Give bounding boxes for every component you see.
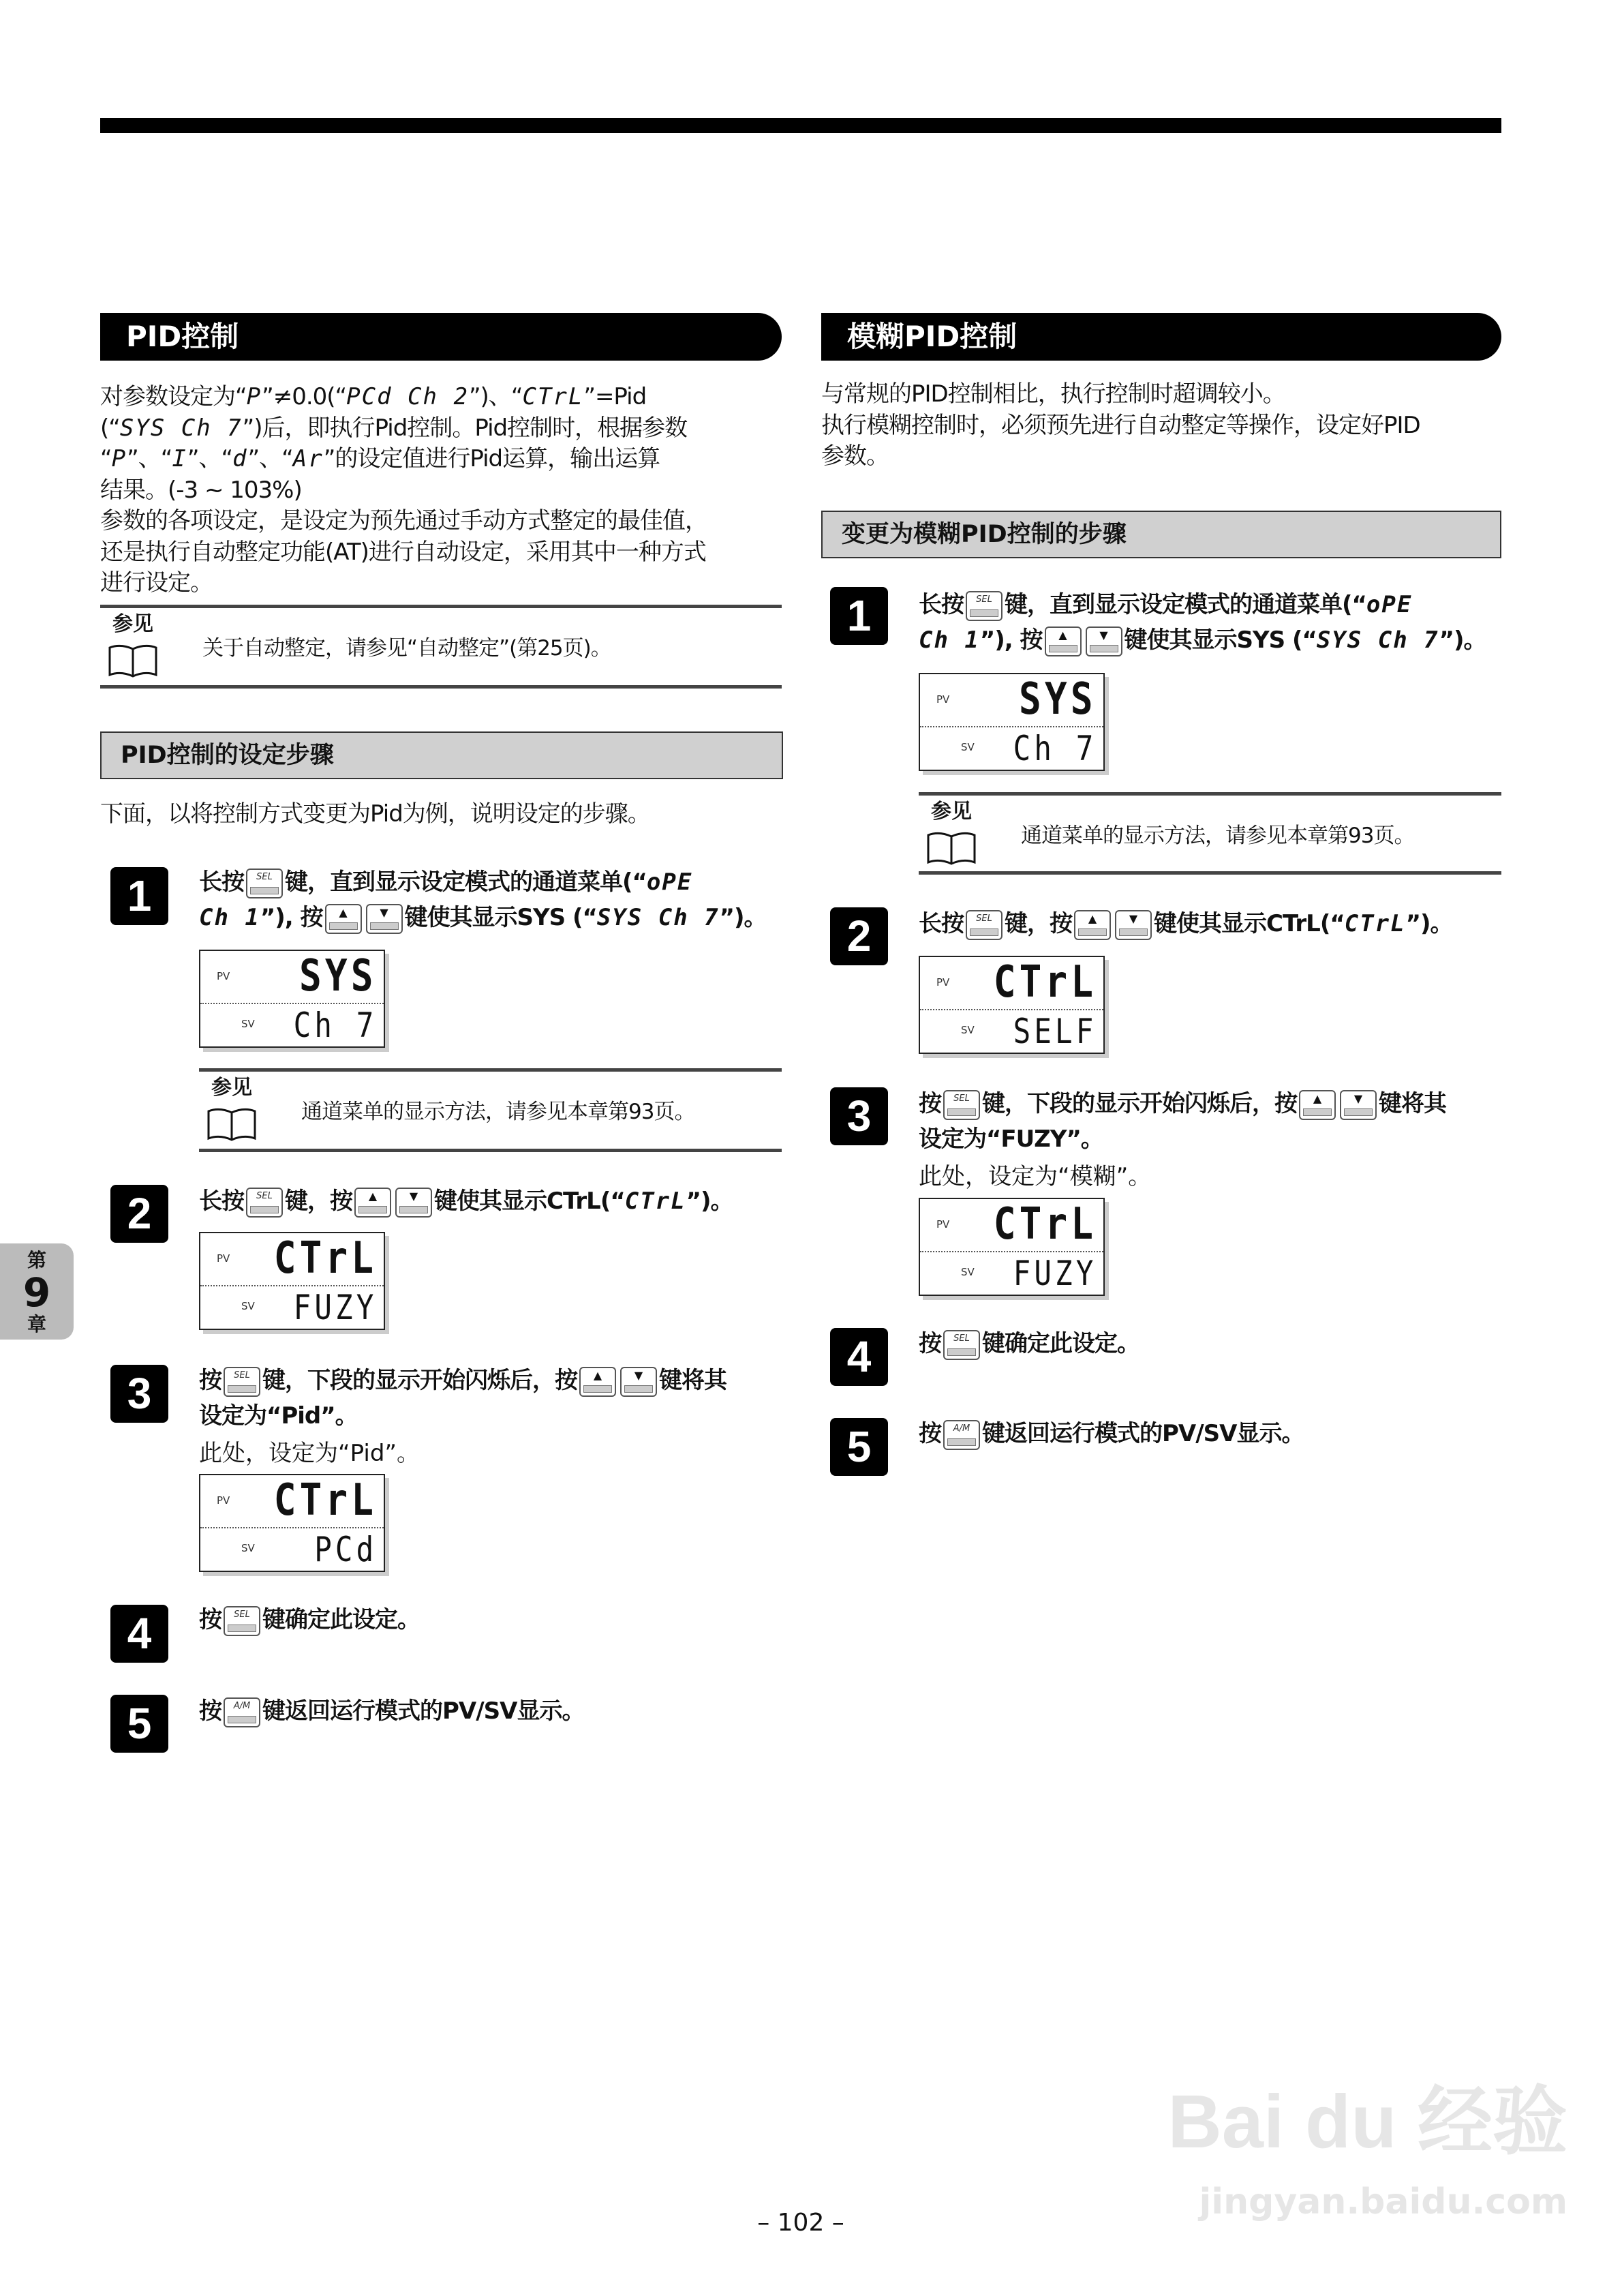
sv-label: SV xyxy=(241,1542,255,1554)
text-line xyxy=(100,568,782,599)
am-key-icon xyxy=(224,1697,260,1727)
key-arrow: ▲ xyxy=(593,1368,602,1382)
pv-label: PV xyxy=(217,1494,230,1507)
fuzzy-intro xyxy=(821,379,1503,472)
lcd-display xyxy=(919,956,1105,1054)
key-bar xyxy=(583,1385,612,1393)
text-line xyxy=(199,1363,785,1398)
text-run: ”)。 xyxy=(686,1188,733,1215)
text-run: (“ xyxy=(100,414,120,442)
pv-label: PV xyxy=(936,1218,950,1230)
step-number: 3 xyxy=(830,1087,888,1145)
text-run: 键返回运行模式的PV/SV显示。 xyxy=(262,1697,585,1725)
text-run: 结果。(-3 ~ 103%) xyxy=(100,476,302,504)
key-arrow: ▲ xyxy=(339,905,348,919)
text-run: 进行设定。 xyxy=(100,569,213,596)
book-icon xyxy=(207,1107,256,1143)
reference-note xyxy=(100,605,782,689)
reference-text: 通道菜单的显示方法，请参见本章第93页。 xyxy=(301,1100,695,1124)
key-bar xyxy=(1049,645,1077,652)
down-key-icon xyxy=(1086,626,1122,656)
sel-key-icon xyxy=(224,1606,260,1636)
subsection-title: PID控制的设定步骤 xyxy=(100,731,783,779)
display-divider xyxy=(920,726,1103,727)
key-arrow: ▲ xyxy=(1313,1091,1322,1105)
segment-code: oPE xyxy=(1366,591,1413,618)
step-number: 2 xyxy=(110,1185,168,1243)
reference-label: 参见 xyxy=(211,1076,252,1100)
down-key-icon xyxy=(366,904,403,934)
text-line xyxy=(100,413,782,444)
step-number: 1 xyxy=(110,867,168,925)
key-arrow: ▼ xyxy=(634,1368,643,1382)
text-run: “ xyxy=(100,445,112,472)
segment-code: SYS Ch 7 xyxy=(596,904,720,931)
text-run: ”、“ xyxy=(127,445,172,472)
sv-value: PCd xyxy=(313,1530,377,1569)
reference-text: 关于自动整定，请参见“自动整定”(第25页)。 xyxy=(202,636,611,661)
step-number: 5 xyxy=(110,1695,168,1753)
text-line xyxy=(919,906,1505,941)
sel-key-icon xyxy=(943,1330,980,1360)
text-run: 键使其显示CTrL(“ xyxy=(1154,910,1345,937)
step-number: 4 xyxy=(110,1605,168,1663)
pv-value: CTrL xyxy=(273,1233,377,1284)
section-title-pid: PID控制 xyxy=(100,313,782,361)
segment-code: P xyxy=(111,445,127,472)
text-line xyxy=(199,864,785,900)
key-label: SEL xyxy=(256,871,273,882)
text-run: 键，下段的显示开始闪烁后，按 xyxy=(262,1367,577,1394)
text-line xyxy=(919,1121,1505,1157)
text-run: 键确定此设定。 xyxy=(982,1330,1139,1357)
key-bar xyxy=(228,1625,256,1632)
step-4-text xyxy=(199,1602,785,1637)
chapter-tab xyxy=(0,1243,74,1340)
down-key-icon xyxy=(395,1188,432,1218)
key-bar xyxy=(228,1716,256,1723)
step-3-text xyxy=(919,1086,1505,1157)
text-run: ”)。 xyxy=(719,904,767,931)
text-run: 键使其显示SYS (“ xyxy=(1124,626,1317,654)
text-run: ”、“ xyxy=(187,445,233,472)
down-key-icon xyxy=(1115,910,1152,940)
text-run: 键将其 xyxy=(1379,1090,1446,1117)
reference-label: 参见 xyxy=(112,612,153,636)
step-3-text xyxy=(199,1363,785,1434)
text-run: ”)。 xyxy=(1439,626,1486,654)
text-line xyxy=(199,1183,785,1219)
watermark-url: jingyan.baidu.com xyxy=(1199,2181,1567,2222)
sel-key-icon xyxy=(246,868,283,898)
text-line xyxy=(919,587,1505,622)
key-bar xyxy=(947,1438,976,1446)
reference-text: 通道菜单的显示方法，请参见本章第93页。 xyxy=(1021,824,1415,848)
sv-value: FUZY xyxy=(293,1288,377,1327)
up-key-icon xyxy=(1074,910,1111,940)
key-label: SEL xyxy=(953,1093,970,1104)
segment-code: Ar xyxy=(292,445,324,472)
text-line xyxy=(919,622,1505,658)
lcd-display xyxy=(199,1474,385,1572)
text-line xyxy=(919,1086,1505,1121)
key-arrow: ▼ xyxy=(380,905,388,919)
sv-label: SV xyxy=(961,1266,975,1278)
text-run: 键，直到显示设定模式的通道菜单(“ xyxy=(1005,591,1366,618)
text-line xyxy=(100,537,782,569)
text-line xyxy=(199,1602,785,1637)
sv-value: FUZY xyxy=(1013,1254,1097,1293)
sel-key-icon xyxy=(966,591,1003,621)
chapter-tab-top: 第 xyxy=(27,1249,46,1271)
text-run: 长按 xyxy=(199,1188,244,1215)
step-3-note: 此处，设定为“Pid”。 xyxy=(199,1440,420,1467)
text-run: ”), 按 xyxy=(260,904,323,931)
pv-value: SYS xyxy=(299,951,377,1001)
segment-code: CTrL xyxy=(522,383,584,410)
key-bar xyxy=(1090,645,1118,652)
book-icon xyxy=(927,831,976,866)
key-bar xyxy=(1119,928,1148,936)
display-divider xyxy=(200,1285,384,1286)
segment-code: CTrL xyxy=(1344,910,1406,937)
segment-code: oPE xyxy=(646,868,693,896)
display-divider xyxy=(920,1251,1103,1252)
text-run: 按 xyxy=(919,1090,941,1117)
sel-key-icon xyxy=(224,1367,260,1397)
lcd-display xyxy=(199,950,385,1048)
key-arrow: ▼ xyxy=(1129,911,1138,925)
text-line xyxy=(100,382,782,413)
pv-label: PV xyxy=(936,976,950,988)
sel-key-icon xyxy=(943,1090,980,1120)
subsection-title: 变更为模糊PID控制的步骤 xyxy=(821,511,1501,558)
key-bar xyxy=(1078,928,1107,936)
key-bar xyxy=(947,1108,976,1116)
segment-code: SYS Ch 7 xyxy=(1316,626,1439,654)
pv-label: PV xyxy=(217,970,230,982)
text-line xyxy=(919,1326,1505,1361)
page-number: – 102 – xyxy=(757,2209,844,2237)
text-run: 键将其 xyxy=(659,1367,726,1394)
chapter-number: 9 xyxy=(22,1269,51,1316)
segment-code: SYS Ch 7 xyxy=(119,414,243,442)
key-label: SEL xyxy=(976,913,992,924)
text-run: 对参数设定为“ xyxy=(100,383,247,410)
sv-label: SV xyxy=(961,1024,975,1036)
pv-value: CTrL xyxy=(273,1475,377,1526)
key-arrow: ▲ xyxy=(1058,628,1067,641)
segment-code: CTrL xyxy=(624,1188,686,1215)
reference-note xyxy=(199,1068,782,1152)
key-bar xyxy=(250,887,279,894)
text-line xyxy=(199,1693,785,1729)
step-number: 3 xyxy=(110,1365,168,1423)
text-run: 键确定此设定。 xyxy=(262,1606,420,1633)
key-bar xyxy=(370,922,399,930)
key-bar xyxy=(250,1206,279,1213)
up-key-icon xyxy=(325,904,362,934)
text-run: 设定为“Pid”。 xyxy=(199,1402,358,1430)
text-run: 按 xyxy=(199,1606,221,1633)
text-run: 键，下段的显示开始闪烁后，按 xyxy=(982,1090,1297,1117)
text-run: 长按 xyxy=(919,591,964,618)
sv-value: Ch 7 xyxy=(293,1006,377,1045)
text-run: 键使其显示SYS (“ xyxy=(404,904,597,931)
reference-note xyxy=(919,792,1501,875)
text-run: ”)、“ xyxy=(468,383,523,410)
segment-code: Ch 1 xyxy=(919,626,980,654)
key-label: A/M xyxy=(953,1423,970,1434)
text-run: 键，按 xyxy=(285,1188,352,1215)
sv-value: Ch 7 xyxy=(1013,729,1097,768)
chapter-tab-bottom: 章 xyxy=(27,1313,46,1335)
text-run: 键使其显示CTrL(“ xyxy=(434,1188,625,1215)
sv-label: SV xyxy=(241,1018,255,1030)
key-arrow: ▲ xyxy=(368,1189,378,1203)
sel-key-icon xyxy=(246,1188,283,1218)
pv-value: SYS xyxy=(1019,674,1097,725)
segment-code: I xyxy=(172,445,187,472)
text-run: 按 xyxy=(199,1697,221,1725)
segment-code: P xyxy=(246,383,262,410)
key-label: SEL xyxy=(256,1190,273,1201)
sv-value: SELF xyxy=(1013,1012,1097,1051)
key-label: SEL xyxy=(234,1370,250,1380)
pv-label: PV xyxy=(936,693,950,706)
text-run: ”), 按 xyxy=(979,626,1043,654)
key-bar xyxy=(624,1385,653,1393)
text-run: ”≠0.0(“ xyxy=(262,383,347,410)
steps-lead: 下面，以将控制方式变更为Pid为例，说明设定的步骤。 xyxy=(100,800,650,828)
step-4-text xyxy=(919,1326,1505,1361)
text-run: 键，按 xyxy=(1005,910,1072,937)
top-rule xyxy=(100,118,1501,133)
key-arrow: ▼ xyxy=(1099,628,1108,641)
segment-code: Ch 1 xyxy=(199,904,260,931)
text-line xyxy=(199,1398,785,1434)
key-arrow: ▲ xyxy=(1088,911,1097,925)
display-divider xyxy=(200,1003,384,1004)
lcd-display xyxy=(919,1198,1105,1296)
text-run: 按 xyxy=(199,1367,221,1394)
up-key-icon xyxy=(354,1188,391,1218)
section-title-fuzzy: 模糊PID控制 xyxy=(821,313,1501,361)
up-key-icon xyxy=(1299,1090,1336,1120)
lcd-display xyxy=(919,673,1105,771)
text-run: ”=Pid xyxy=(583,383,647,410)
step-1-text xyxy=(919,587,1505,658)
key-bar xyxy=(228,1385,256,1393)
segment-code: PCd Ch 2 xyxy=(346,383,469,410)
step-number: 5 xyxy=(830,1418,888,1476)
watermark-logo: Bai du 经验 xyxy=(1167,2080,1567,2164)
book-icon xyxy=(108,644,157,679)
down-key-icon xyxy=(620,1367,657,1397)
sv-label: SV xyxy=(961,741,975,753)
pv-label: PV xyxy=(217,1252,230,1265)
text-run: 键，直到显示设定模式的通道菜单(“ xyxy=(285,868,647,896)
text-run: ”、“ xyxy=(247,445,293,472)
step-1-text xyxy=(199,864,785,935)
intro-line: 参数。 xyxy=(821,442,889,470)
pid-intro xyxy=(100,382,782,599)
am-key-icon xyxy=(943,1420,980,1450)
key-arrow: ▼ xyxy=(409,1189,418,1203)
key-bar xyxy=(970,928,998,936)
display-divider xyxy=(200,1527,384,1528)
text-run: 还是执行自动整定功能(AT)进行自动设定，采用其中一种方式 xyxy=(100,538,706,566)
step-5-text xyxy=(919,1416,1505,1451)
sv-label: SV xyxy=(241,1300,255,1312)
step-number: 1 xyxy=(830,587,888,645)
intro-line: 与常规的PID控制相比，执行控制时超调较小。 xyxy=(821,380,1285,408)
text-run: 键返回运行模式的PV/SV显示。 xyxy=(982,1420,1304,1447)
key-arrow: ▼ xyxy=(1353,1091,1363,1105)
text-run: ”)。 xyxy=(1405,910,1453,937)
key-bar xyxy=(399,1206,428,1213)
up-key-icon xyxy=(579,1367,616,1397)
step-number: 2 xyxy=(830,907,888,965)
pv-value: CTrL xyxy=(993,1199,1097,1250)
text-run: 按 xyxy=(919,1330,941,1357)
key-label: A/M xyxy=(233,1700,251,1711)
step-3-note: 此处，设定为“模糊”。 xyxy=(919,1163,1152,1190)
text-line xyxy=(919,1416,1505,1451)
text-line xyxy=(199,900,785,935)
step-number: 4 xyxy=(830,1328,888,1386)
down-key-icon xyxy=(1340,1090,1377,1120)
up-key-icon xyxy=(1045,626,1082,656)
text-line xyxy=(100,506,782,537)
display-divider xyxy=(920,1009,1103,1010)
pv-value: CTrL xyxy=(993,957,1097,1008)
step-2-text xyxy=(919,906,1505,941)
intro-line: 执行模糊控制时，必须预先进行自动整定等操作，设定好PID xyxy=(821,411,1420,439)
text-run: 设定为“FUZY”。 xyxy=(919,1126,1103,1153)
key-label: SEL xyxy=(976,594,992,605)
key-bar xyxy=(947,1348,976,1356)
reference-label: 参见 xyxy=(931,800,972,824)
key-bar xyxy=(358,1206,387,1213)
text-line xyxy=(100,444,782,475)
text-run: 长按 xyxy=(919,910,964,937)
step-2-text xyxy=(199,1183,785,1219)
text-run: 按 xyxy=(919,1420,941,1447)
key-bar xyxy=(970,609,998,617)
segment-code: d xyxy=(232,445,248,472)
text-run: 参数的各项设定，是设定为预先通过手动方式整定的最佳值， xyxy=(100,507,707,534)
key-bar xyxy=(329,922,358,930)
key-label: SEL xyxy=(234,1609,250,1620)
step-5-text xyxy=(199,1693,785,1729)
text-run: 长按 xyxy=(199,868,244,896)
text-line xyxy=(100,475,782,507)
sel-key-icon xyxy=(966,910,1003,940)
text-run: ”的设定值进行Pid运算，输出运算 xyxy=(323,445,660,472)
text-run: ”)后，即执行Pid控制。Pid控制时，根据参数 xyxy=(242,414,688,442)
key-bar xyxy=(1344,1108,1373,1116)
lcd-display xyxy=(199,1232,385,1330)
key-bar xyxy=(1303,1108,1332,1116)
key-label: SEL xyxy=(953,1333,970,1344)
